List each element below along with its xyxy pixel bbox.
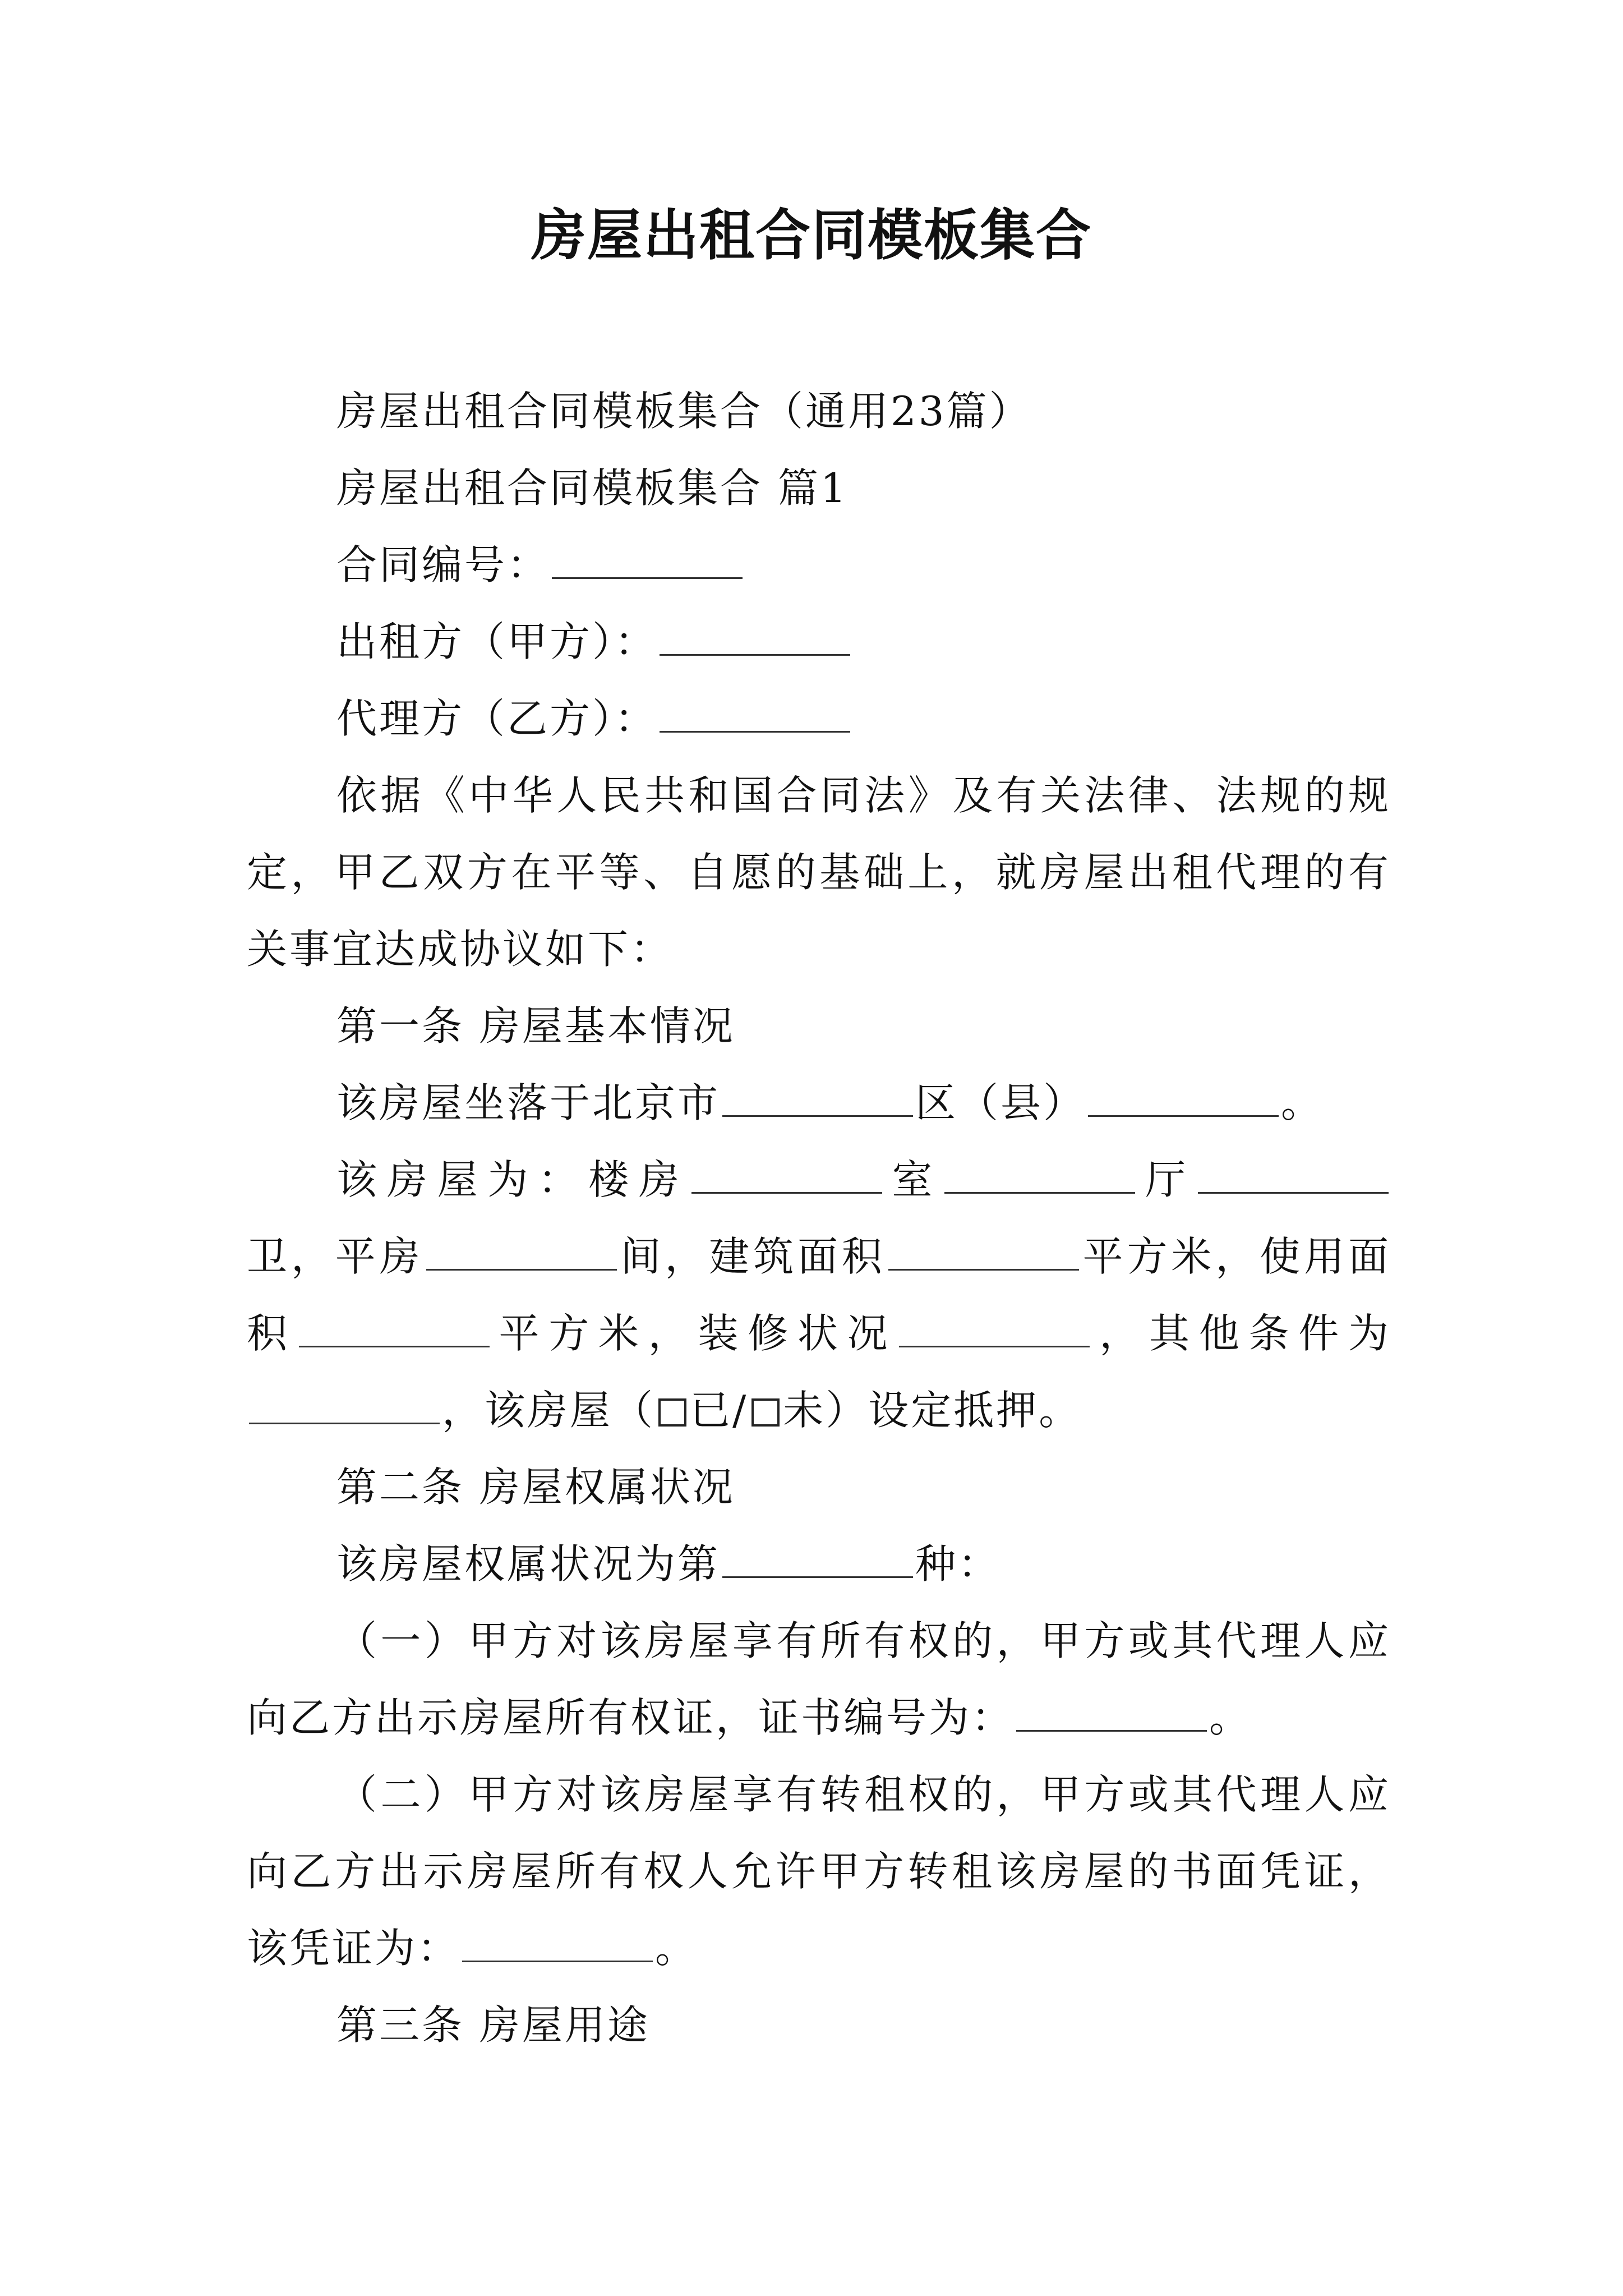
ownership-item-1-text: （一）甲方对该房屋享有所有权的，甲方或其代理人应向乙方出示房屋所有权证，证书编号为： <box>247 1617 1391 1741</box>
rooms-text-decoration: 平方米，装修状况 <box>491 1310 897 1357</box>
lessor-blank <box>660 619 850 656</box>
document-body <box>247 373 1391 2064</box>
city-blank <box>722 1080 913 1117</box>
rooms-blank <box>691 1157 882 1194</box>
article3-title: 第三条 房屋用途 <box>336 2001 650 2049</box>
ownership-item-2 <box>247 1756 1391 1987</box>
ownership-item-2-text: （二）甲方对该房屋享有转租权的，甲方或其代理人应向乙方出示房屋所有权人允许甲方转租该房屋的书面凭证，该凭证为： <box>247 1771 1391 1972</box>
district-blank <box>1088 1080 1279 1117</box>
rooms-text-other: ，其他条件为 <box>1092 1310 1391 1357</box>
contract-number-label: 合同编号： <box>336 541 550 588</box>
article2-title: 第二条 房屋权属状况 <box>336 1464 735 1511</box>
ownership-type-text: 该房屋权属状况为第 <box>336 1540 721 1588</box>
location-paragraph <box>247 1065 1391 1142</box>
decoration-blank <box>899 1311 1090 1347</box>
ownership-type-end: 种： <box>915 1540 1001 1588</box>
rooms-text-area: 间，建筑面积 <box>619 1233 886 1280</box>
bungalow-rooms-blank <box>426 1234 617 1271</box>
other-conditions-blank <box>249 1388 440 1424</box>
ownership-item-1-end: 。 <box>1209 1694 1252 1741</box>
agent-label: 代理方（乙方）： <box>336 695 658 742</box>
rooms-text-room: 室 <box>884 1156 943 1203</box>
certificate-number-blank <box>1016 1695 1207 1732</box>
not-mortgaged-checkbox[interactable] <box>751 1398 780 1427</box>
mortgaged-checkbox[interactable] <box>658 1398 686 1427</box>
sublease-voucher-blank <box>462 1926 653 1962</box>
rooms-paragraph <box>247 1142 1391 1449</box>
rooms-text-bath: 卫，平房 <box>247 1233 424 1280</box>
rooms-text-mortgage: ，该房屋（ <box>442 1387 656 1434</box>
rooms-text-hall: 厅 <box>1137 1156 1196 1203</box>
location-text: 该房屋坐落于北京市 <box>336 1079 721 1126</box>
ownership-item-2-end: 。 <box>655 1925 698 1972</box>
agent-blank <box>660 696 850 733</box>
location-end: 。 <box>1281 1079 1324 1126</box>
lessor-label: 出租方（甲方）： <box>336 618 658 665</box>
section-heading: 房屋出租合同模板集合 篇1 <box>336 464 849 512</box>
preamble-paragraph: 依据《中华人民共和国合同法》及有关法律、法规的规定，甲乙双方在平等、自愿的基础上，就房屋出租代理的有关事宜达成协议如下： <box>247 772 1391 973</box>
usable-area-blank <box>299 1311 490 1347</box>
halls-blank <box>944 1157 1135 1194</box>
district-text: 区（县） <box>915 1079 1086 1126</box>
mortgaged-label: 已/ <box>690 1387 749 1434</box>
lessor-line <box>247 604 1391 680</box>
document-title: 房屋出租合同模板集合 <box>531 203 1092 268</box>
ownership-type-paragraph <box>247 1526 1391 1603</box>
rooms-text-usable: 平方米，使用面积 <box>247 1233 1391 1357</box>
contract-number-blank <box>552 542 743 579</box>
rooms-text-building: 该房屋为：楼房 <box>336 1156 689 1203</box>
ownership-item-1 <box>247 1603 1391 1756</box>
not-mortgaged-label: 未）设定抵押。 <box>783 1387 1082 1434</box>
article1-title: 第一条 房屋基本情况 <box>336 1002 735 1050</box>
baths-blank <box>1198 1157 1389 1194</box>
building-area-blank <box>888 1234 1079 1271</box>
document-subtitle: 房屋出租合同模板集合（通用23篇） <box>336 388 1032 435</box>
ownership-type-blank <box>722 1542 913 1578</box>
contract-number-line <box>247 527 1391 604</box>
agent-line <box>247 680 1391 757</box>
